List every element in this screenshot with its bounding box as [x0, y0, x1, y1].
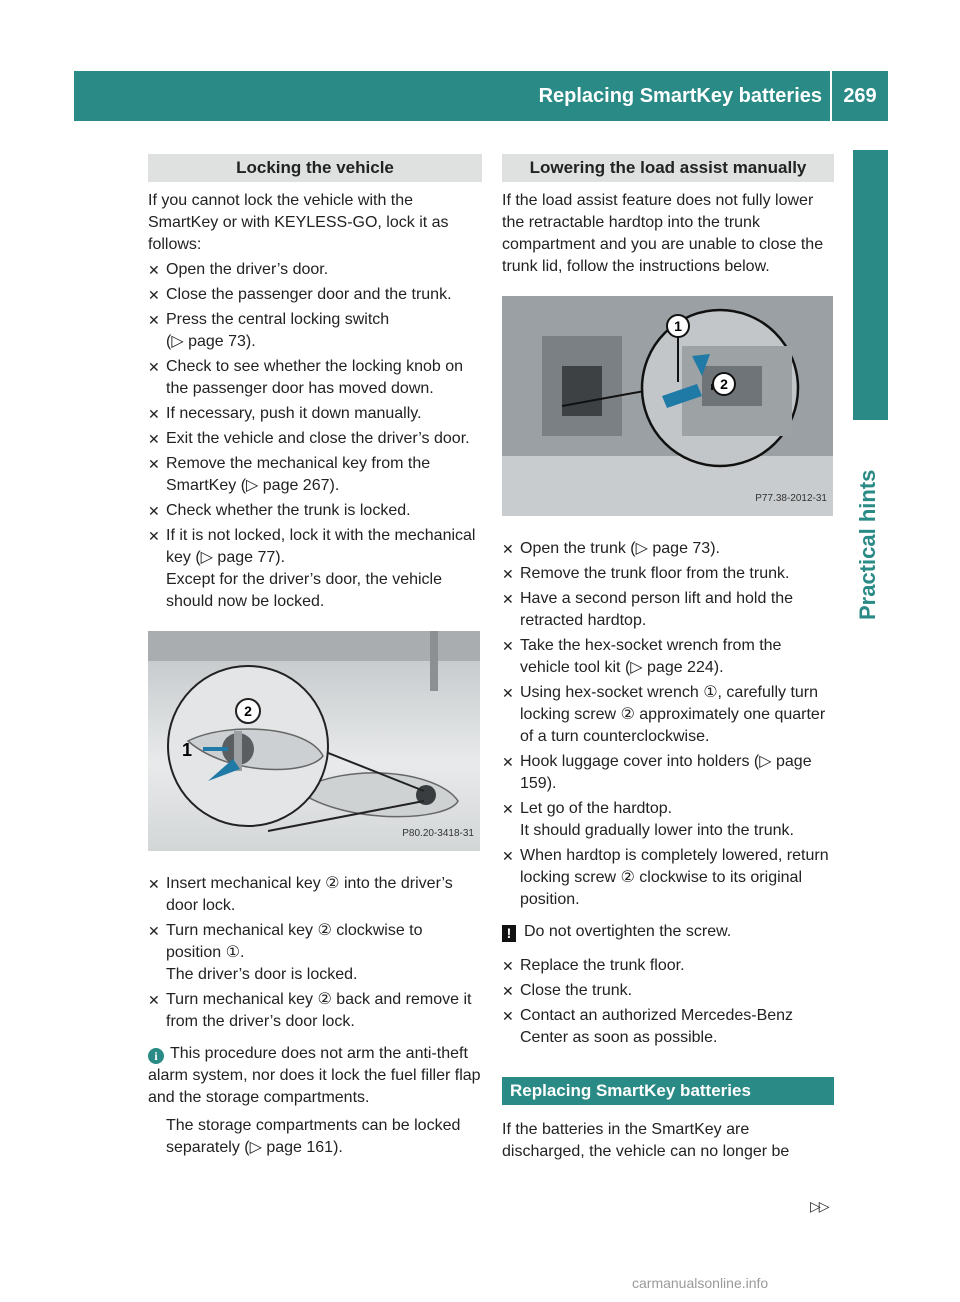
- step-item: ✕ Open the driver’s door.: [148, 259, 482, 281]
- section-heading: Lowering the load assist manually: [502, 154, 834, 182]
- step-marker-icon: ✕: [148, 359, 160, 375]
- step-item: ✕ Exit the vehicle and close the driver’s door.: [148, 428, 482, 450]
- step-item: ✕ Have a second person lift and hold the retracted hardtop.: [502, 590, 794, 629]
- step-item: ✕ Close the passenger door and the trunk.: [148, 284, 482, 306]
- step-marker-icon: ✕: [502, 801, 514, 817]
- step-item: ✕ When hardtop is completely lowered, return locking screw ② clockwise to its original position.: [502, 847, 829, 908]
- left-column: [148, 154, 482, 1165]
- header-separator: [830, 71, 832, 121]
- step-marker-icon: ✕: [148, 503, 160, 519]
- step-item: ✕ Using hex-socket wrench ①, carefully turn locking screw ② approximately one quarter of a turn counterclockwise.: [502, 684, 826, 745]
- section-heading-dark: Replacing SmartKey batteries: [502, 1077, 834, 1105]
- figure-label-1: 1: [182, 740, 193, 760]
- step-item: ✕ Press the central locking switch (▷ page 73).: [148, 311, 390, 350]
- step-marker-icon: ✕: [148, 923, 160, 939]
- intro-text: If the load assist feature does not fully lower the retractable hardtop into the trunk compartment and you are unable to close the trunk lid, follow the instructions below.: [502, 192, 824, 275]
- step-item: ✕ Turn mechanical key ② clockwise to position ①. The driver’s door is locked.: [148, 922, 423, 983]
- intro-text: If you cannot lock the vehicle with the SmartKey or with KEYLESS-GO, lock it as follows:: [148, 192, 449, 253]
- step-item: ✕ Remove the trunk floor from the trunk.: [502, 563, 834, 585]
- watermark: carmanualsonline.info: [632, 1275, 769, 1291]
- right-column: [502, 154, 834, 1166]
- continue-arrow-icon: ▷▷: [810, 1198, 828, 1214]
- warning-icon: !: [502, 925, 516, 942]
- trunk-illustration: [502, 296, 833, 516]
- warning-note: ! Do not overtighten the screw.: [502, 921, 834, 943]
- step-item: ✕ Remove the mechanical key from the SmartKey (▷ page 267).: [148, 455, 431, 494]
- body-text: If the batteries in the SmartKey are discharged, the vehicle can no longer be: [502, 1121, 790, 1160]
- figure-code: P80.20-3418-31: [402, 828, 474, 839]
- figure-label-1: 1: [674, 318, 682, 334]
- door-handle-illustration: [148, 631, 480, 851]
- info-note: i This procedure does not arm the anti-theft alarm system, nor does it lock the fuel filler flap and the storage compartments. The storage compartments can be locked separately (▷ page 161).: [148, 1045, 481, 1156]
- info-icon: i: [148, 1048, 164, 1064]
- step-item: ✕ Replace the trunk floor.: [502, 955, 834, 977]
- side-tab: [853, 150, 888, 420]
- page-title: Replacing SmartKey batteries: [538, 85, 822, 107]
- step-marker-icon: ✕: [148, 992, 160, 1008]
- page-ref[interactable]: ▷ page 267).: [246, 477, 340, 494]
- step-item: ✕ Take the hex-socket wrench from the vehicle tool kit (▷ page 224).: [502, 637, 782, 676]
- step-marker-icon: ✕: [148, 312, 160, 328]
- step-marker-icon: ✕: [502, 638, 514, 654]
- step-item: ✕ Open the trunk (▷ page 73).: [502, 538, 834, 560]
- step-marker-icon: ✕: [148, 431, 160, 447]
- step-marker-icon: ✕: [502, 848, 514, 864]
- step-marker-icon: ✕: [502, 983, 514, 999]
- figure-label-2: 2: [720, 376, 728, 392]
- figure-code: P77.38-2012-31: [755, 493, 827, 504]
- step-marker-icon: ✕: [502, 591, 514, 607]
- door-handle-figure: [148, 631, 480, 851]
- step-marker-icon: ✕: [502, 958, 514, 974]
- page-ref[interactable]: (▷ page 73).: [166, 333, 256, 350]
- step-item: ✕ Close the trunk.: [502, 980, 834, 1002]
- step-marker-icon: ✕: [502, 754, 514, 770]
- figure-label-2: 2: [244, 703, 252, 719]
- step-marker-icon: ✕: [148, 287, 160, 303]
- step-marker-icon: ✕: [502, 1008, 514, 1024]
- step-marker-icon: ✕: [148, 876, 160, 892]
- step-marker-icon: ✕: [148, 456, 160, 472]
- step-item: ✕ Check whether the trunk is locked.: [148, 500, 482, 522]
- step-marker-icon: ✕: [502, 566, 514, 582]
- step-marker-icon: ✕: [148, 528, 160, 544]
- step-item: ✕ Check to see whether the locking knob on the passenger door has moved down.: [148, 358, 464, 397]
- step-item: ✕ Let go of the hardtop. It should gradually lower into the trunk.: [502, 800, 794, 839]
- side-tab-label: Practical hints: [855, 469, 880, 620]
- step-item: ✕ Hook luggage cover into holders (▷ page 159).: [502, 753, 812, 792]
- step-marker-icon: ✕: [148, 406, 160, 422]
- page-ref[interactable]: ▷ page 77).: [200, 549, 286, 566]
- step-item: ✕ If it is not locked, lock it with the mechanical key (▷ page 77). Except for the driver’s door, the vehicle should now be locked.: [148, 527, 476, 610]
- section-heading: Locking the vehicle: [148, 154, 482, 182]
- step-item: ✕ If necessary, push it down manually.: [148, 403, 482, 425]
- step-marker-icon: ✕: [502, 541, 514, 557]
- trunk-figure: [502, 296, 833, 516]
- step-item: ✕ Contact an authorized Mercedes-Benz Center as soon as possible.: [502, 1007, 794, 1046]
- step-marker-icon: ✕: [502, 685, 514, 701]
- step-marker-icon: ✕: [148, 262, 160, 278]
- step-item: ✕ Insert mechanical key ② into the driver’s door lock.: [148, 875, 453, 914]
- header-bar: [74, 71, 888, 121]
- page-number: 269: [843, 85, 877, 107]
- step-item: ✕ Turn mechanical key ② back and remove it from the driver’s door lock.: [148, 991, 472, 1030]
